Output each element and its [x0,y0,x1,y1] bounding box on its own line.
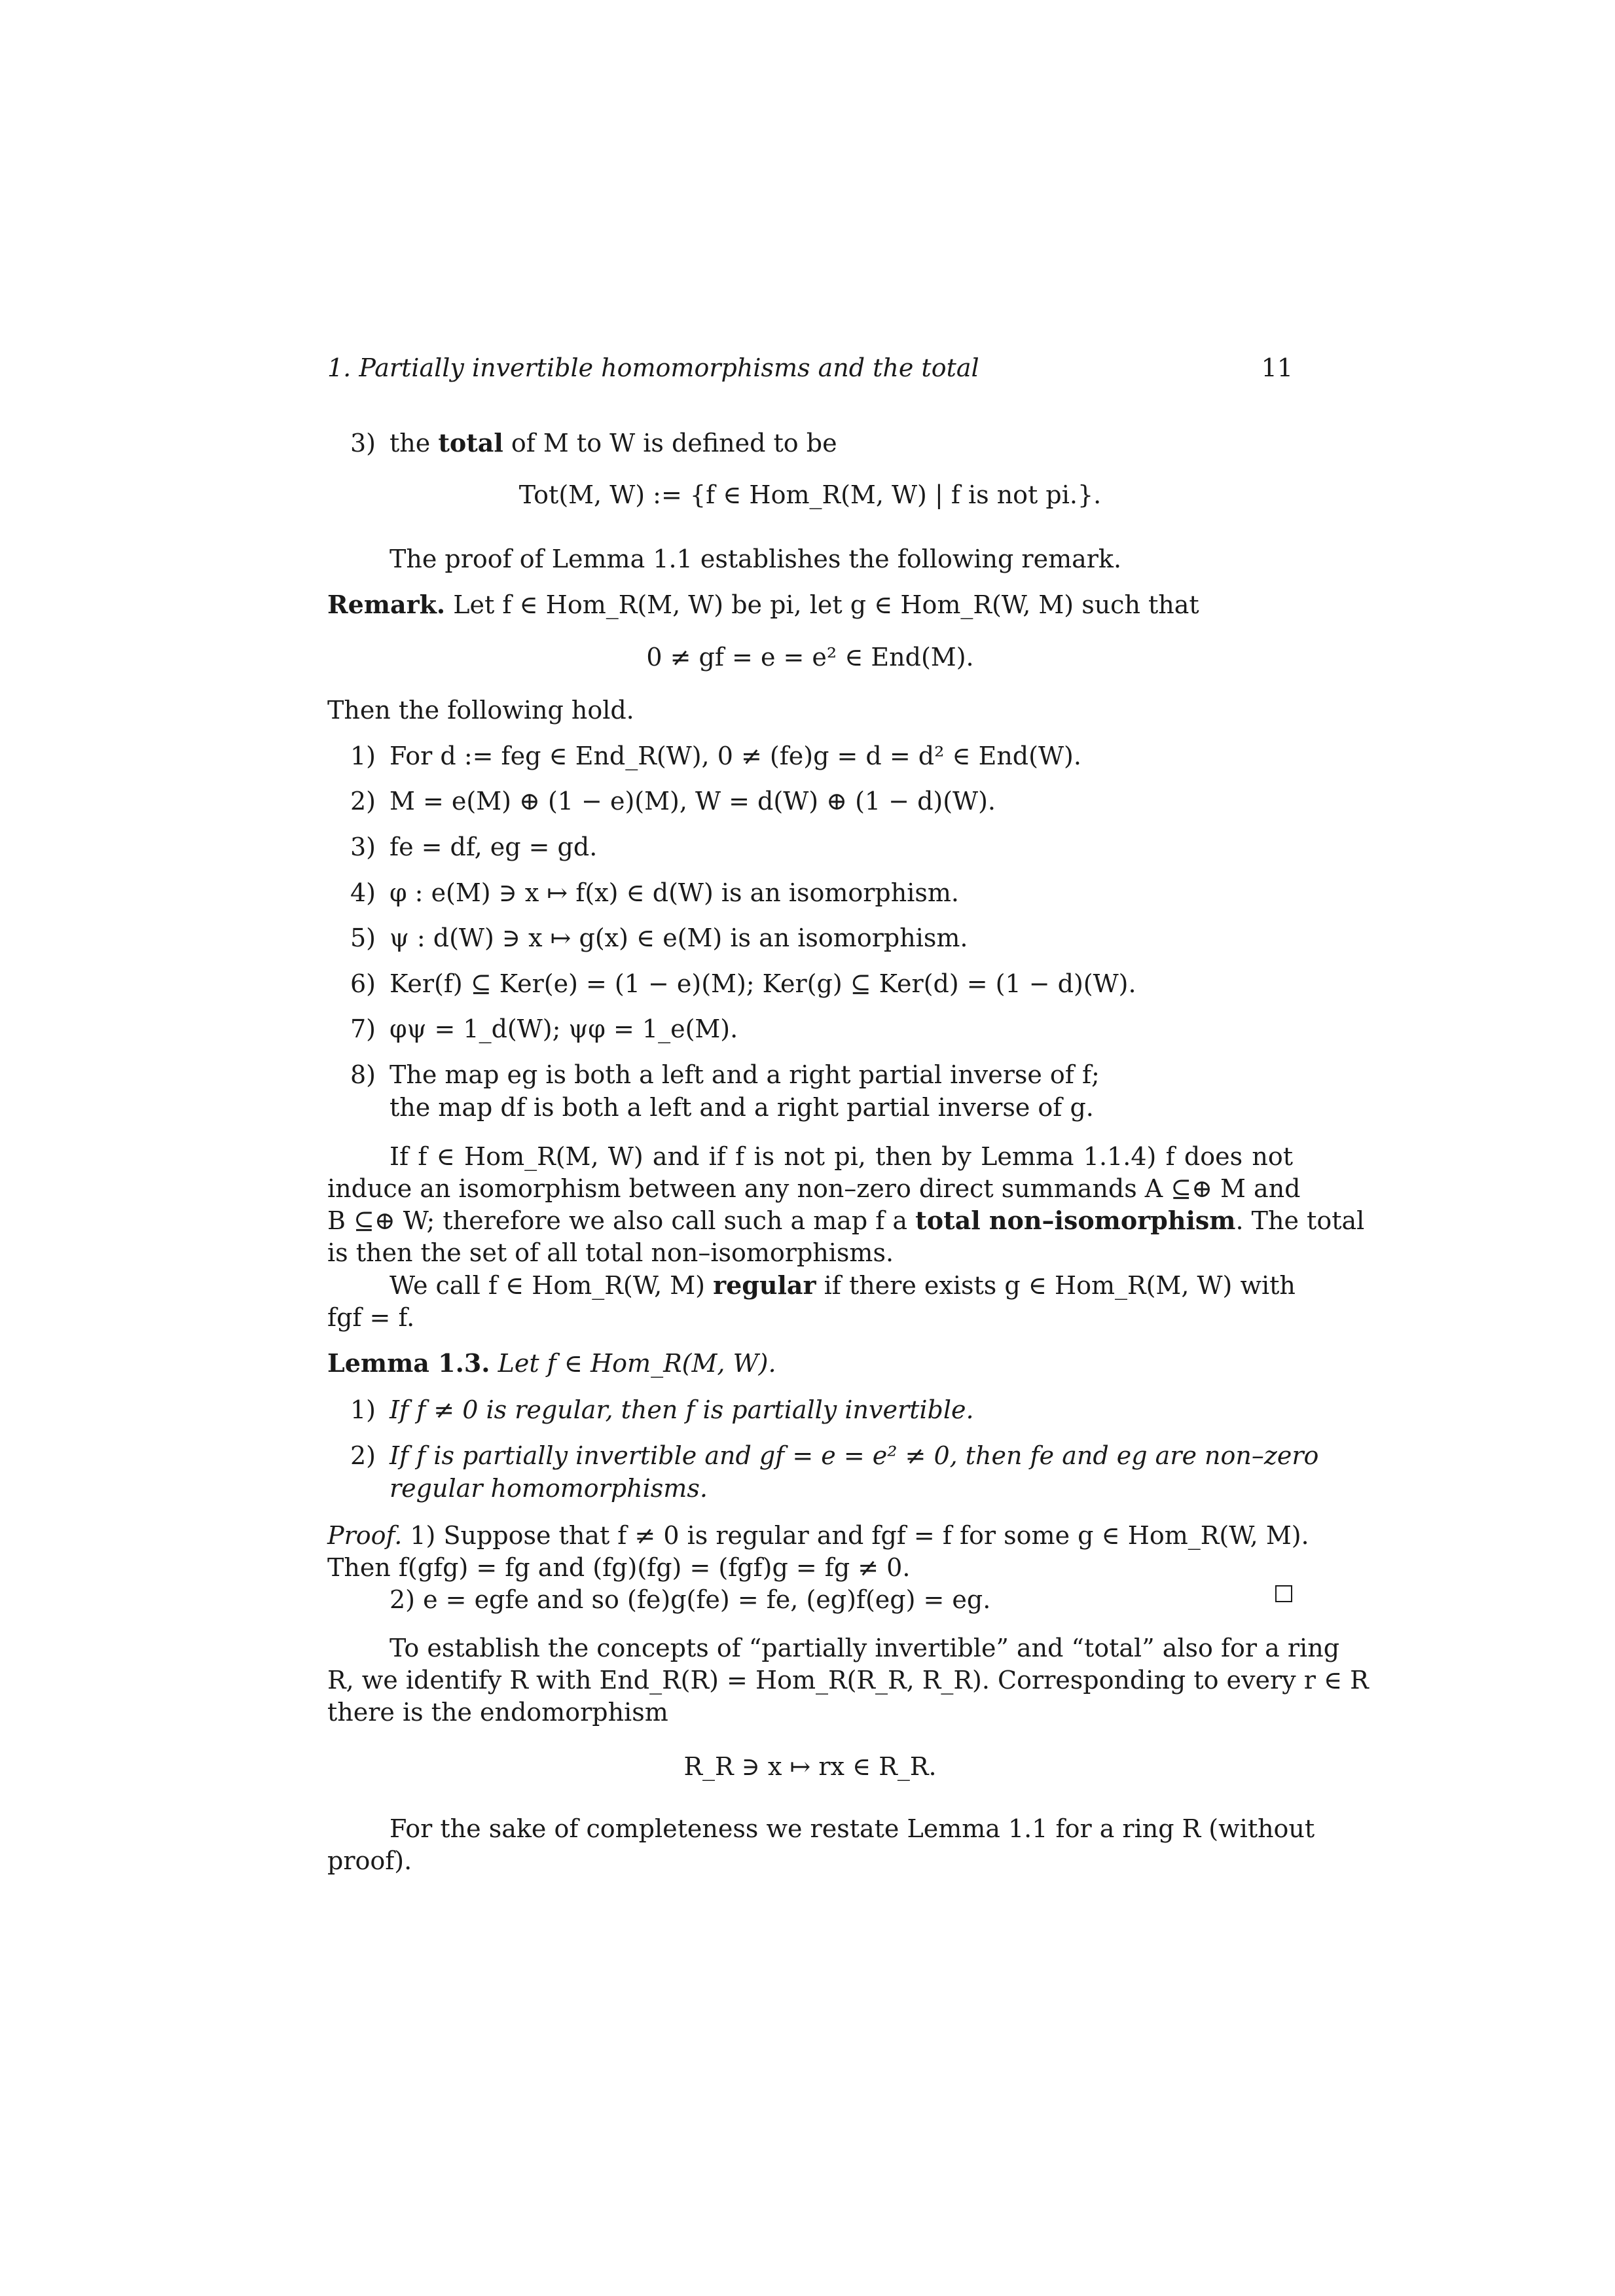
paragraph-line: there is the endomorphism [327,1698,668,1727]
paragraph-line: For the sake of completeness we restate Lemma 1.1 for a ring R (without [390,1814,1315,1843]
bold-term: regular [713,1270,816,1300]
bold-term: total [438,428,503,457]
item-text: φψ = 1_d(W); ψφ = 1_e(M). [390,1014,738,1043]
list-item [350,1013,1293,1045]
text: if there exists g ∈ Hom_R(M, W) with [816,1271,1296,1300]
item-text: Ker(f) ⊆ Ker(e) = (1 − e)(M); Ker(g) ⊆ Ker(d) = (1 − d)(W). [390,969,1136,998]
item-text: For d := feg ∈ End_R(W), 0 ≠ (fe)g = d = d² ∈ End(W). [390,742,1081,770]
text: the [390,429,439,457]
remark-text: Let f ∈ Hom_R(M, W) be pi, let g ∈ Hom_R(W, M) such that [445,590,1199,619]
list-item [350,1059,1293,1090]
paragraph-line: If f ∈ Hom_R(M, W) and if f is not pi, then by Lemma 1.1.4) f does not [390,1142,1293,1171]
display-formula: Tot(M, W) := {f ∈ Hom_R(M, W) | f is not pi.}. [518,480,1102,509]
list-item [350,877,1293,908]
item-number: 1) [350,1395,376,1424]
paragraph-line [327,1205,1365,1236]
paragraph-line: To establish the concepts of “partially invertible” and “total” also for a ring [390,1634,1340,1662]
paragraph-line: proof). [327,1846,412,1875]
item-number: 3) [350,429,376,457]
item-text: fe = df, eg = gd. [390,833,598,861]
proof-line: 2) e = egfe and so (fe)g(fe) = fe, (eg)f(eg) = eg. [390,1585,991,1614]
item-number: 3) [350,833,376,861]
proof-line [327,1520,1309,1551]
paragraph-line: is then the set of all total non–isomorphisms. [327,1238,894,1267]
proof-label: Proof. [327,1521,403,1550]
item-number: 1) [350,742,376,770]
item-text: ψ : d(W) ∋ x ↦ g(x) ∈ e(M) is an isomorphism. [390,924,968,952]
paragraph-line: Then the following hold. [327,696,634,725]
text: of M to W is defined to be [503,429,837,457]
paragraph-line [390,1270,1355,1301]
lemma-statement: Let f ∈ Hom_R(M, W). [490,1349,776,1378]
bold-term: total non–isomorphism [915,1206,1236,1235]
item-number: 6) [350,969,376,998]
list-item [350,922,1293,954]
item-number: 4) [350,878,376,907]
proof-text: 1) Suppose that f ≠ 0 is regular and fgf = f for some g ∈ Hom_R(W, M). [402,1521,1309,1550]
paragraph-line: R, we identify R with End_R(R) = Hom_R(R_R, R_R). Corresponding to every r ∈ R [327,1666,1369,1695]
item-number: 5) [350,924,376,952]
item-text: φ : e(M) ∋ x ↦ f(x) ∈ d(W) is an isomorphism. [390,878,959,907]
lemma-label: Lemma 1.3. [327,1348,490,1378]
list-item [350,968,1293,999]
item-number: 2) [350,787,376,816]
remark-heading [327,589,1293,620]
text: B ⊆⊕ W; therefore we also call such a map f a [327,1206,916,1235]
item-text: If f ≠ 0 is regular, then f is partially invertible. [390,1395,974,1424]
item-text: M = e(M) ⊕ (1 − e)(M), W = d(W) ⊕ (1 − d)(W). [390,787,996,816]
item-number: 8) [350,1060,376,1089]
item-text: If f is partially invertible and gf = e = e² ≠ 0, then fe and eg are non–zero [390,1441,1319,1470]
list-item [350,831,1293,863]
list-item [350,785,1293,817]
item-number: 7) [350,1014,376,1043]
list-item-continuation: regular homomorphisms. [390,1474,708,1503]
display-formula: 0 ≠ gf = e = e² ∈ End(M). [646,643,974,672]
list-item [350,1440,1319,1471]
item-text: The map eg is both a left and a right partial inverse of f; [390,1060,1100,1089]
text: We call f ∈ Hom_R(W, M) [390,1271,714,1300]
proof-line: Then f(gfg) = fg and (fg)(fg) = (fgf)g = fg ≠ 0. [327,1553,911,1582]
remark-label: Remark. [327,590,446,619]
running-header: 1. Partially invertible homomorphisms and the total [327,353,979,382]
page-number: 11 [1261,353,1293,382]
paragraph-line: fgf = f. [327,1303,415,1332]
item-number: 2) [350,1441,376,1470]
list-item [350,1394,1293,1426]
paragraph-line: The proof of Lemma 1.1 establishes the following remark. [390,545,1122,573]
lemma-heading [327,1348,1293,1379]
qed-square-icon [1275,1585,1292,1602]
list-item [350,740,1293,772]
list-item-continuation: the map df is both a left and a right partial inverse of g. [390,1093,1094,1122]
display-formula: R_R ∋ x ↦ rx ∈ R_R. [683,1752,937,1781]
paragraph-line: induce an isomorphism between any non–zero direct summands A ⊆⊕ M and [327,1174,1301,1203]
total-definition-item [350,427,1316,459]
text: . The total [1235,1206,1365,1235]
